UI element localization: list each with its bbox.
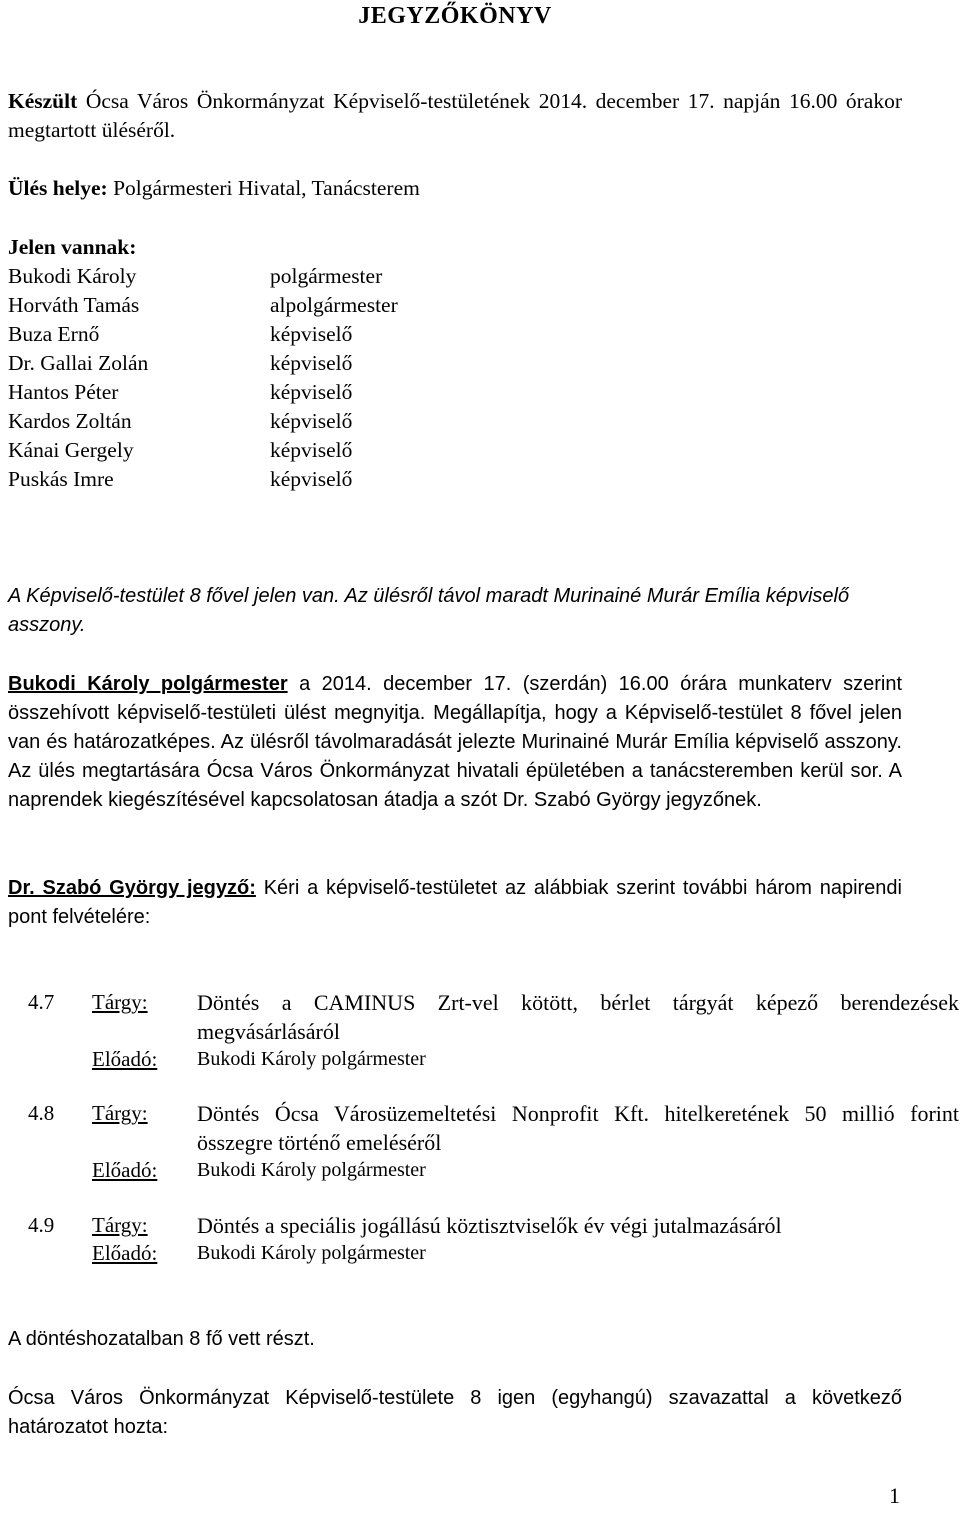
venue-line — [8, 174, 420, 203]
attendee-list — [8, 262, 608, 494]
attendee-row — [8, 320, 608, 349]
opening-text: a 2014. december 17. (szerdán) 16.00 órára munkaterv szerint összehívott képviselő-testületi ülést megnyitja. Megállapítja, hogy a Képviselő-testület 8 fővel jelen van és határozatképes. Az ülésről távolmaradását jelezte Murinainé Murár Emília képviselő asszony. Az ülés megtartására Ócsa Város Önkormányzat hivatali épületében a tanácsteremben kerül sor. A naprendek kiegészítésével kapcsolatosan átadja a szót Dr. Szabó György jegyzőnek. — [8, 673, 903, 811]
clerk-speaker: Dr. Szabó György jegyző: — [8, 877, 256, 899]
attendee-row — [8, 349, 608, 378]
attendee-name: Puskás Imre — [8, 467, 114, 491]
subject-label: Tárgy: — [92, 1101, 148, 1125]
attendee-row — [8, 291, 608, 320]
attendee-role: képviselő — [270, 322, 353, 346]
subject-label: Tárgy: — [92, 990, 148, 1014]
clerk-paragraph — [8, 874, 902, 932]
attendee-role: polgármester — [270, 264, 383, 288]
attendee-role: alpolgármester — [270, 293, 398, 317]
presenter-label: Előadó: — [92, 1158, 158, 1182]
attendee-name: Hantos Péter — [8, 380, 119, 404]
attendee-name: Kánai Gergely — [8, 438, 134, 462]
decision-participants: A döntéshozatalban 8 fő vett részt. — [8, 1328, 315, 1350]
agenda-subject: Döntés a CAMINUS Zrt-vel kötött, bérlet tárgyát képező berendezések megvásárlásáról — [197, 990, 959, 1044]
attendee-role: képviselő — [270, 380, 353, 404]
agenda-subject: Döntés Ócsa Városüzemeltetési Nonprofit Kft. hitelkeretének 50 millió forint összegre történő emeléséről — [197, 1101, 959, 1155]
attendee-name: Horváth Tamás — [8, 293, 140, 317]
attendee-role: képviselő — [270, 467, 353, 491]
quorum-note: A Képviselő-testület 8 fővel jelen van. Az ülésről távol maradt Murinainé Murár Emília képviselő asszony. — [8, 585, 850, 636]
agenda-number: 4.7 — [28, 990, 55, 1014]
opening-speaker: Bukodi Károly polgármester — [8, 673, 288, 695]
agenda-item — [8, 1211, 960, 1271]
attendee-role: képviselő — [270, 409, 353, 433]
opening-paragraph — [8, 670, 902, 815]
attendee-name: Buza Ernő — [8, 322, 100, 346]
attendee-row — [8, 407, 608, 436]
attendee-row — [8, 378, 608, 407]
venue-value: Polgármesteri Hivatal, Tanácsterem — [107, 176, 420, 200]
page-number: 1 — [889, 1483, 900, 1508]
attendee-name: Bukodi Károly — [8, 264, 137, 288]
intro-paragraph — [8, 87, 902, 145]
attendee-row — [8, 262, 608, 291]
agenda-presenter: Bukodi Károly polgármester — [197, 1048, 426, 1070]
agenda-number: 4.8 — [28, 1101, 55, 1125]
agenda-presenter: Bukodi Károly polgármester — [197, 1242, 426, 1264]
attendee-name: Kardos Zoltán — [8, 409, 132, 433]
subject-label: Tárgy: — [92, 1213, 148, 1237]
intro-text: Ócsa Város Önkormányzat Képviselő-testületének 2014. december 17. napján 16.00 órakor megtartott üléséről. — [8, 89, 902, 142]
present-label: Jelen vannak: — [8, 235, 137, 259]
presenter-label: Előadó: — [92, 1047, 158, 1071]
clerk-text: Kéri a képviselő-testületet az alábbiak szerint további három napirendi pont felvételére: — [8, 877, 902, 928]
attendee-row — [8, 465, 608, 494]
intro-bold: Készült — [8, 89, 78, 113]
venue-label: Ülés helye: — [8, 176, 108, 200]
agenda-number: 4.9 — [28, 1213, 55, 1237]
attendee-row — [8, 436, 608, 465]
agenda-subject: Döntés a speciális jogállású köztisztviselők év végi jutalmazásáról — [197, 1213, 782, 1238]
presenter-label: Előadó: — [92, 1241, 158, 1265]
agenda-item — [8, 988, 960, 1078]
attendee-role: képviselő — [270, 438, 353, 462]
document-title: JEGYZŐKÖNYV — [358, 3, 552, 29]
agenda-presenter: Bukodi Károly polgármester — [197, 1159, 426, 1181]
agenda-item — [8, 1099, 960, 1189]
resolution-intro: Ócsa Város Önkormányzat Képviselő-testülete 8 igen (egyhangú) szavazattal a következő határozatot hozta: — [8, 1387, 902, 1438]
attendee-role: képviselő — [270, 351, 353, 375]
document-page — [8, 0, 959, 1519]
attendee-name: Dr. Gallai Zolán — [8, 351, 149, 375]
